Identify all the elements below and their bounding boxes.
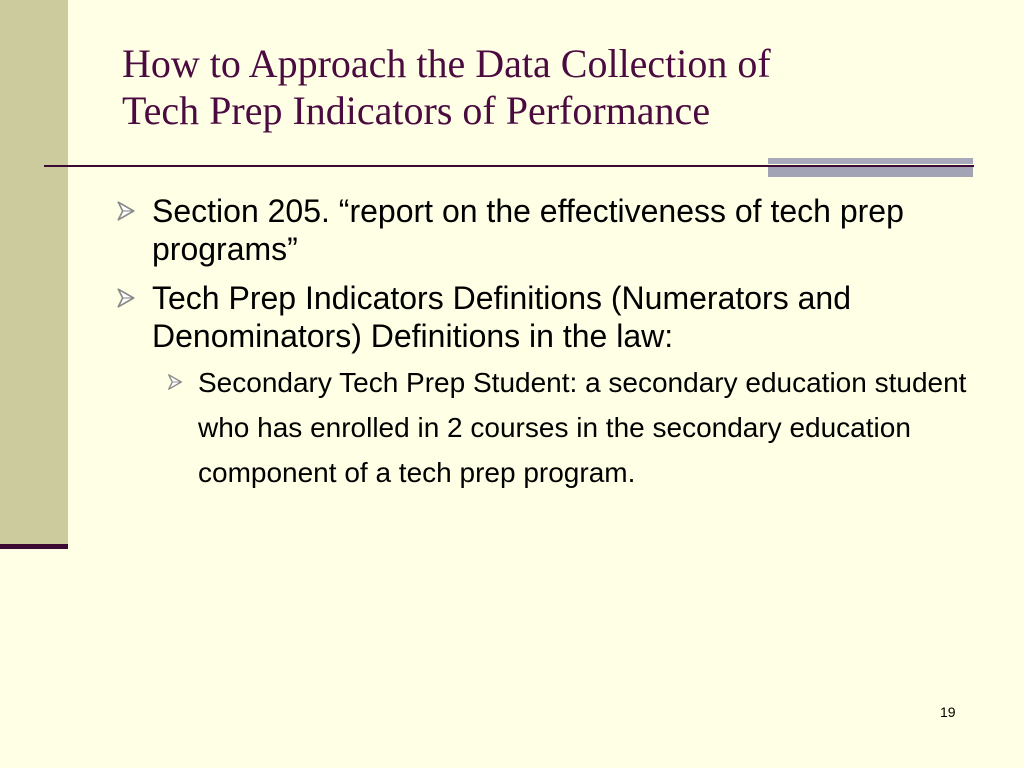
arrowhead-bullet-icon (115, 200, 137, 222)
slide-title-line-2: Tech Prep Indicators of Performance (122, 88, 711, 133)
slide-number: 19 (940, 704, 956, 720)
accent-bar-bottom (768, 167, 973, 177)
sub-bullet-item (112, 360, 972, 495)
slide-body (112, 192, 972, 495)
accent-bar-top (768, 158, 973, 164)
slide-title-line-1: How to Approach the Data Collection of (122, 41, 771, 86)
arrowhead-sub-bullet-icon (166, 373, 184, 391)
accent-bar (768, 158, 973, 180)
slide-title (122, 40, 962, 134)
left-decorative-band (0, 0, 68, 546)
bullet-text: Tech Prep Indicators Definitions (Numerators and Denominators) Definitions in the law: (152, 280, 851, 354)
sub-bullet-text: Secondary Tech Prep Student: a secondary education student who has enrolled in 2 courses in the secondary education component of a tech prep program. (198, 367, 967, 488)
bullet-text: Section 205. “report on the effectiveness of tech prep programs” (152, 193, 904, 267)
bullet-item (112, 192, 972, 268)
arrowhead-bullet-icon (115, 287, 137, 309)
bullet-item (112, 279, 972, 355)
left-band-underline (0, 544, 68, 549)
